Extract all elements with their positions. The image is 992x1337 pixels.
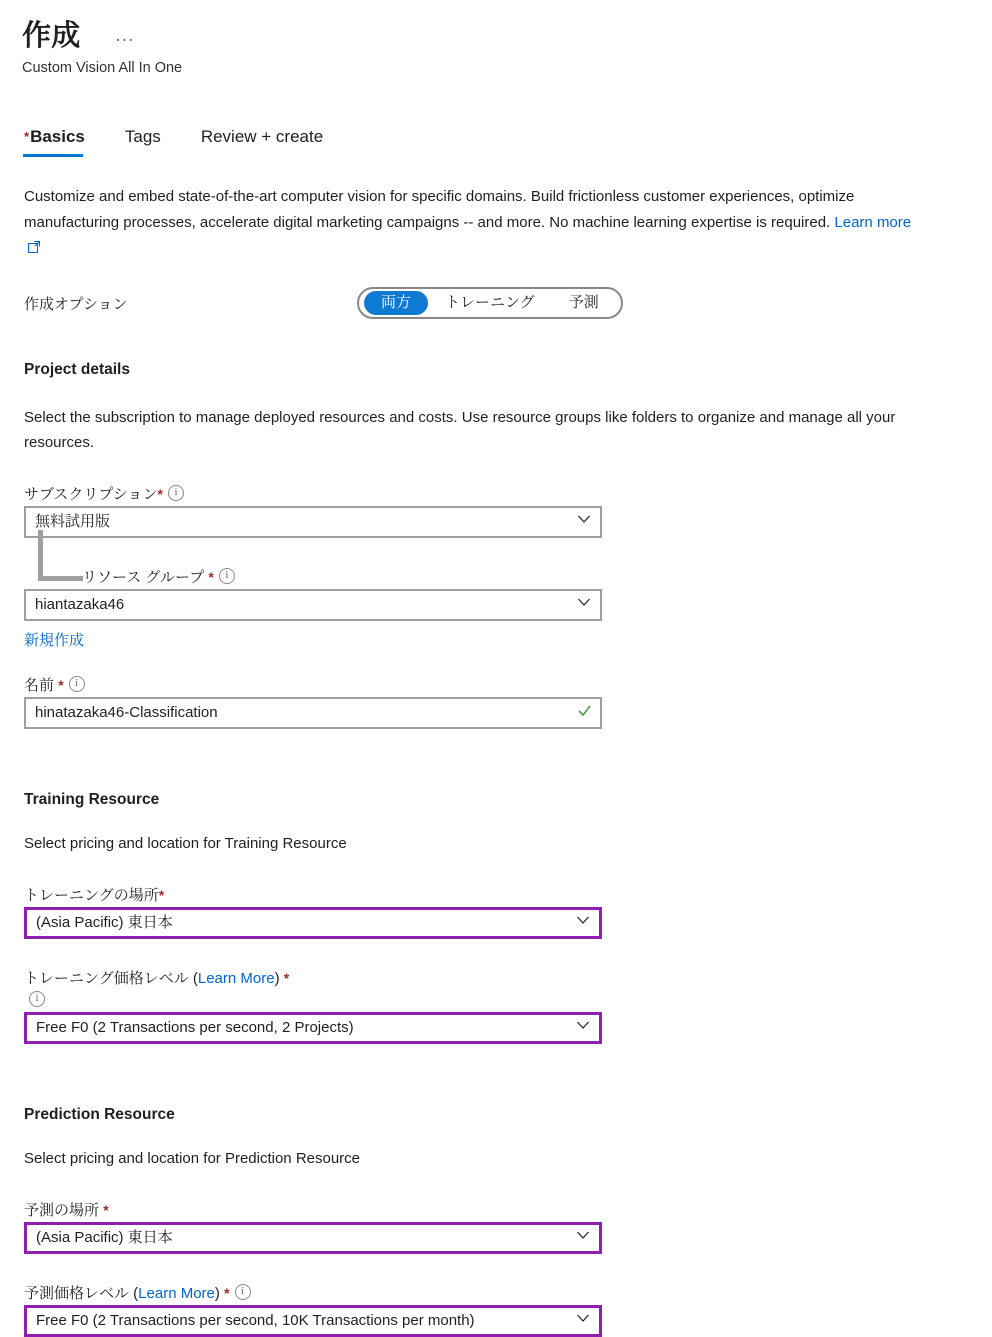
tab-review-create-label: Review + create xyxy=(200,127,324,146)
spacer xyxy=(24,1084,970,1104)
section-desc-training-resource: Select pricing and location for Training Resource xyxy=(24,834,347,852)
chevron-down-icon xyxy=(575,1227,591,1248)
page-title: 作成 xyxy=(22,20,81,52)
tab-basics-label: Basics xyxy=(30,127,85,146)
learn-more-link[interactable]: Learn more xyxy=(834,213,912,231)
prediction-location-label-text: 予測の場所 xyxy=(24,1201,100,1219)
spacer xyxy=(24,939,970,963)
section-desc-project-details: Select the subscription to manage deployed resources and costs. Use resource groups like folders to organize and manage all your resources. xyxy=(24,408,896,451)
chevron-down-icon xyxy=(575,912,591,933)
intro-paragraph xyxy=(24,184,924,262)
subscription-label xyxy=(24,479,357,506)
prediction-location-required-asterisk: * xyxy=(103,1201,109,1218)
name-input[interactable] xyxy=(24,697,602,729)
chevron-down-icon xyxy=(576,594,592,615)
training-location-required-asterisk: * xyxy=(158,886,165,903)
chevron-down-icon xyxy=(575,1310,591,1331)
training-location-field-wrap xyxy=(24,907,602,939)
create-options-label: 作成オプション xyxy=(24,295,128,313)
tab-tags-label: Tags xyxy=(124,127,161,146)
section-title-training-resource: Training Resource xyxy=(24,790,160,808)
toggle-option-training[interactable]: トレーニング xyxy=(445,293,535,311)
spacer xyxy=(24,811,970,831)
prediction-location-row xyxy=(24,1195,970,1254)
overflow-menu-icon[interactable]: … xyxy=(114,24,137,46)
prediction-location-label xyxy=(24,1195,357,1222)
create-options-row xyxy=(24,287,970,319)
name-row xyxy=(24,670,970,729)
prediction-location-field-wrap xyxy=(24,1222,602,1254)
subscription-row xyxy=(24,479,970,538)
training-pricing-field-wrap xyxy=(24,1012,602,1044)
spacer xyxy=(24,319,970,359)
section-title-prediction-resource: Prediction Resource xyxy=(24,1105,175,1123)
training-location-label xyxy=(24,880,357,907)
name-value: hinatazaka46-Classification xyxy=(35,703,218,721)
spacer xyxy=(24,650,970,670)
prediction-pricing-tier-label xyxy=(24,1278,357,1305)
tab-bar xyxy=(0,126,992,157)
prediction-location-value: (Asia Pacific) 東日本 xyxy=(36,1228,173,1246)
prediction-pricing-tier-label-suffix: ) xyxy=(214,1284,220,1302)
training-pricing-required-asterisk: * xyxy=(283,969,290,986)
resource-group-label xyxy=(24,562,415,589)
toggle-option-both[interactable]: 両方 xyxy=(364,291,428,315)
spacer xyxy=(24,1044,970,1084)
training-pricing-tier-label-suffix: ) xyxy=(274,969,280,987)
subscription-required-asterisk: * xyxy=(157,485,163,502)
subscription-info-icon[interactable] xyxy=(168,485,184,501)
blade-header xyxy=(0,0,992,78)
name-info-icon[interactable] xyxy=(69,676,85,692)
resource-group-dropdown[interactable] xyxy=(24,589,602,621)
spacer xyxy=(24,1254,970,1278)
resource-group-label-text: リソース グループ xyxy=(82,568,205,586)
tab-review-create[interactable] xyxy=(191,126,337,157)
chevron-down-icon xyxy=(576,511,592,532)
prediction-pricing-info-icon[interactable] xyxy=(235,1284,251,1300)
check-icon xyxy=(577,703,592,723)
training-location-label-text: トレーニングの場所 xyxy=(24,886,159,904)
section-title-project-details: Project details xyxy=(24,360,130,378)
training-location-dropdown[interactable] xyxy=(24,907,602,939)
prediction-pricing-tier-label-prefix: 予測価格レベル ( xyxy=(24,1284,139,1302)
tab-tags[interactable] xyxy=(115,126,175,157)
tab-required-asterisk: * xyxy=(24,129,30,144)
spacer xyxy=(24,455,970,479)
tree-connector-icon xyxy=(38,530,83,581)
spacer xyxy=(24,538,970,562)
section-desc-prediction-resource: Select pricing and location for Prediction Resource xyxy=(24,1149,361,1167)
spacer xyxy=(24,769,970,789)
spacer xyxy=(24,729,970,769)
name-field-wrap xyxy=(24,697,602,729)
subscription-dropdown[interactable] xyxy=(24,506,602,538)
tab-basics[interactable] xyxy=(14,126,99,157)
training-location-value: (Asia Pacific) 東日本 xyxy=(36,913,173,931)
name-required-asterisk: * xyxy=(58,676,64,693)
chevron-down-icon xyxy=(575,1017,591,1038)
spacer xyxy=(24,1126,970,1146)
resource-group-row xyxy=(24,562,970,650)
training-pricing-tier-value: Free F0 (2 Transactions per second, 2 Projects) xyxy=(36,1018,354,1036)
name-label-text: 名前 xyxy=(24,676,55,694)
training-pricing-tier-label xyxy=(24,963,357,1012)
prediction-location-dropdown[interactable] xyxy=(24,1222,602,1254)
create-new-resource-group-link[interactable]: 新規作成 xyxy=(24,631,85,649)
prediction-pricing-tier-dropdown[interactable] xyxy=(24,1305,602,1337)
training-pricing-tier-label-prefix: トレーニング価格レベル ( xyxy=(24,969,198,987)
resource-group-required-asterisk: * xyxy=(208,568,214,585)
prediction-pricing-learn-more-link[interactable]: Learn More xyxy=(138,1284,215,1302)
prediction-pricing-tier-value: Free F0 (2 Transactions per second, 10K Transactions per month) xyxy=(36,1311,475,1329)
resource-group-field-wrap xyxy=(24,589,602,650)
blade-content xyxy=(0,184,992,1337)
prediction-pricing-tier-row xyxy=(24,1278,970,1337)
toggle-option-prediction[interactable]: 予測 xyxy=(568,293,599,311)
training-pricing-learn-more-link[interactable]: Learn More xyxy=(197,969,275,987)
name-label xyxy=(24,670,357,697)
resource-group-value: hiantazaka46 xyxy=(35,595,125,613)
spacer xyxy=(24,1171,970,1195)
training-pricing-tier-row xyxy=(24,963,970,1044)
subscription-value: 無料試用版 xyxy=(35,512,111,530)
create-options-toggle-group[interactable] xyxy=(357,287,623,319)
spacer xyxy=(24,381,970,405)
title-row xyxy=(22,18,992,54)
intro-text: Customize and embed state-of-the-art computer vision for specific domains. Build frictionless customer experiences, optimize manufacturing processes, accelerate digital marketing campaigns -- and more. No machine learning expertise is required. xyxy=(24,188,855,231)
training-location-row xyxy=(24,880,970,939)
subscription-field-wrap xyxy=(24,506,602,538)
prediction-pricing-required-asterisk: * xyxy=(224,1284,230,1301)
external-link-icon xyxy=(28,236,40,262)
spacer xyxy=(24,856,970,880)
prediction-pricing-field-wrap xyxy=(24,1305,602,1337)
subscription-label-text: サブスクリプション xyxy=(24,485,158,503)
resource-group-info-icon[interactable] xyxy=(219,568,235,584)
training-pricing-info-icon[interactable] xyxy=(29,991,45,1007)
blade-subtitle: Custom Vision All In One xyxy=(22,60,183,76)
training-pricing-tier-dropdown[interactable] xyxy=(24,1012,602,1044)
